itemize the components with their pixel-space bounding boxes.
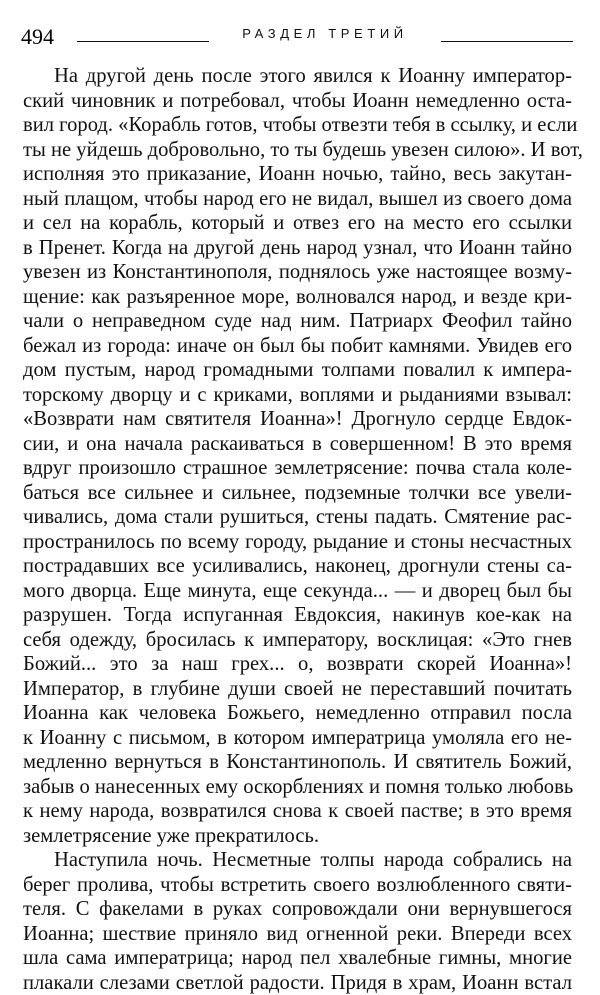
text-line: «Возврати нам святителя Иоанна»! Дрогнуло сердце Евдок- [23,407,572,432]
text-line: щение: как разъяренное море, волновался народ, и везде кри- [23,285,572,310]
text-line: шла сама императрица; народ пел хвалебные гимны, многие [23,946,572,971]
text-line: Иоанна; шествие приняло вид огненной реки. Впереди всех [23,922,572,947]
text-line: себя одежду, бросилась к императору, восклицая: «Это гнев [23,628,572,653]
running-header [21,22,573,52]
text-line: плакали слезами светлой радости. Придя в храм, Иоанн встал [23,971,572,995]
text-line: и сел на корабль, который и отвез его на место его ссылки [23,211,572,236]
text-line: исполняя это приказание, Иоанн ночью, тайно, весь закутан- [23,162,572,187]
text-line: пространилось по всему городу, рыдание и стоны несчастных [23,530,572,555]
header-rule-right [441,41,573,42]
header-rule-left [77,41,209,42]
text-line: мого дворца. Еще минута, еще секунда... — и дворец был бы [23,579,572,604]
text-line: Иоанна как человека Божьего, немедленно отправил посла [23,701,572,726]
text-line: бежал из города: иначе он был бы побит камнями. Увидев его [23,334,572,359]
text-line: медленно вернуться в Константинополь. И святитель Божий, [23,750,572,775]
text-line: теля. С факелами в руках сопровождали они вернувшегося [23,897,572,922]
page-number: 494 [21,22,54,52]
text-line: увезен из Константинополя, поднялось уже настоящее возму- [23,260,572,285]
text-line: чивались, дома стали рушиться, стены падать. Смятение рас- [23,505,572,530]
text-line: вил город. «Корабль готов, чтобы отвезти тебя в ссылку, и если [23,113,572,138]
text-line: сии, и она начала раскаиваться в совершенном! В это время [23,432,572,457]
text-line: разрушен. Тогда испуганная Евдоксия, накинув кое-как на [23,603,572,628]
text-line: пострадавших все усиливались, наконец, дрогнули стены са- [23,554,572,579]
text-line: дом пустым, народ громадными толпами повалил к импера- [23,358,572,383]
paragraph-2 [23,848,572,995]
text-line: Наступила ночь. Несметные толпы народа собрались на [23,848,572,873]
text-line: землетрясение уже прекратилось. [23,824,572,849]
text-line: ты не уйдешь добровольно, то ты будешь увезен силою». И вот, [23,138,572,163]
text-line: Император, в глубине души своей не переставший почитать [23,677,572,702]
text-line: ский чиновник и потребовал, чтобы Иоанн немедленно оста- [23,89,572,114]
text-line: баться все сильнее и сильнее, подземные толчки все увели- [23,481,572,506]
text-line: ный плащом, чтобы народ его не видал, вышел из своего дома [23,187,572,212]
text-line: торскому дворцу и с криками, воплями и рыданиями взывал: [23,383,572,408]
text-line: На другой день после этого явился к Иоанну император- [23,64,572,89]
text-line: к Иоанну с письмом, в котором императрица умоляла его не- [23,726,572,751]
paragraph-1 [23,64,572,848]
text-line: чали о неправедном суде над ним. Патриарх Феофил тайно [23,309,572,334]
text-line: вдруг произошло страшное землетрясение: почва стала коле- [23,456,572,481]
body-text [23,64,572,995]
text-line: в Пренет. Когда на другой день народ узнал, что Иоанн тайно [23,236,572,261]
section-title: РАЗДЕЛ ТРЕТИЙ [209,22,441,46]
text-line: забыв о нанесенных ему оскорблениях и помня только любовь [23,775,572,800]
text-line: берег пролива, чтобы встретить своего возлюбленного святи- [23,873,572,898]
text-line: Божий... это за наш грех... о, возврати скорей Иоанна»! [23,652,572,677]
text-line: к нему народа, возвратился снова к своей пастве; в это время [23,799,572,824]
